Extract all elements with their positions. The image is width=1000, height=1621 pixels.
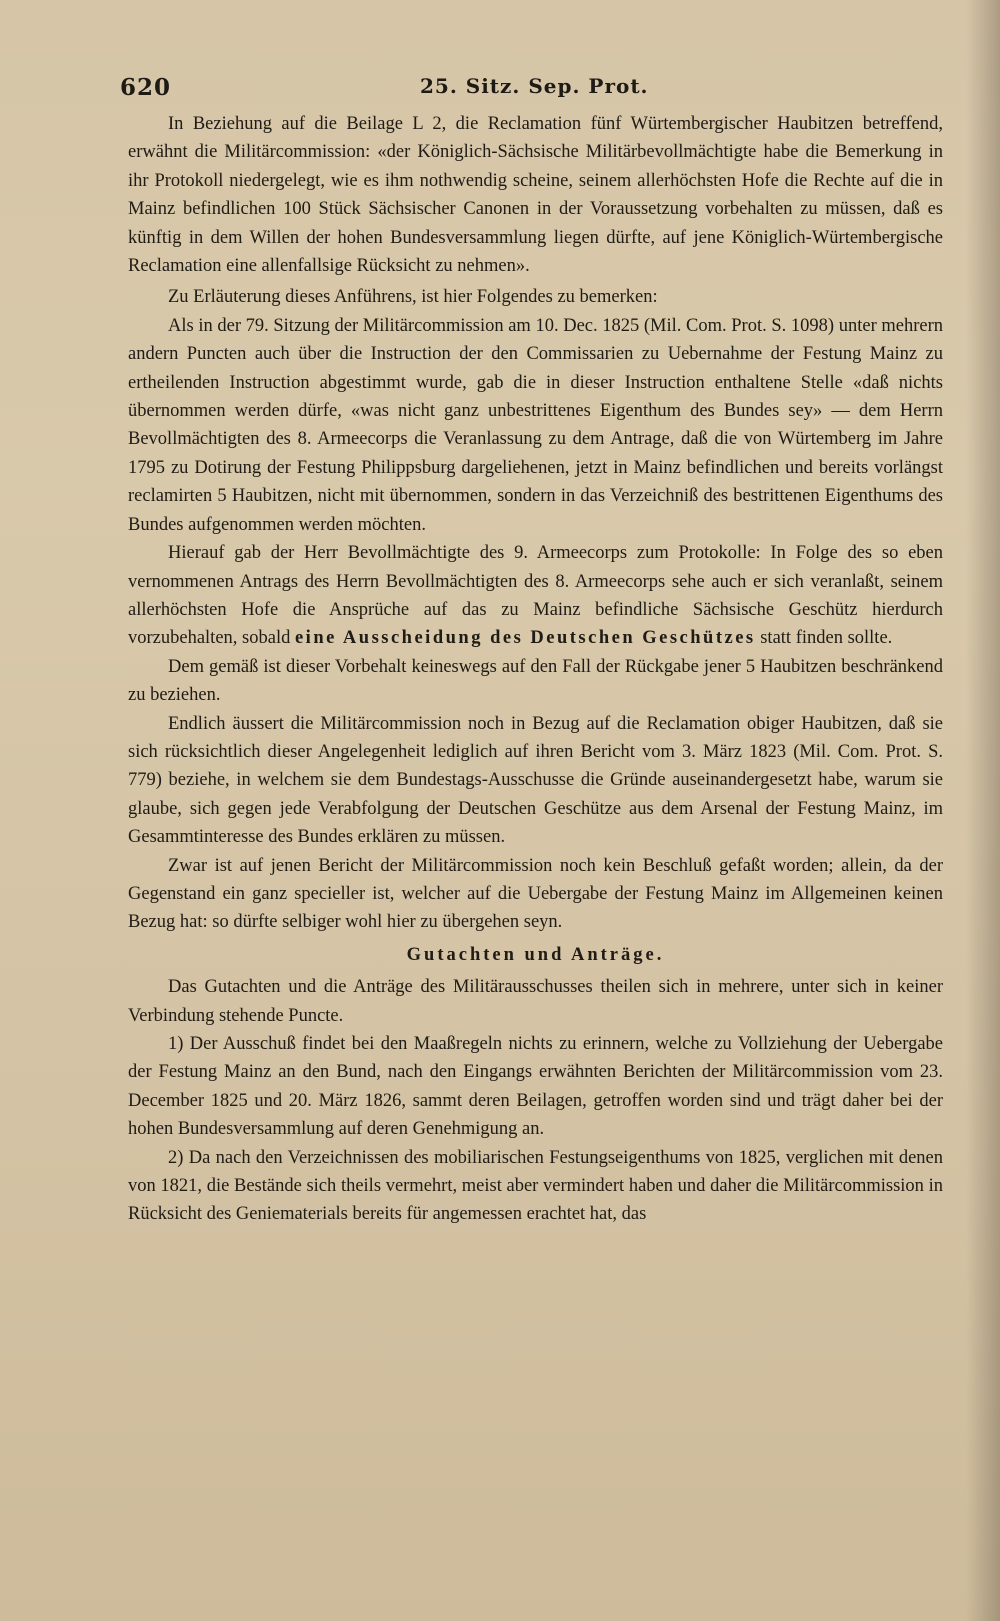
paragraph-2: Zu Erläuterung dieses Anführens, ist hier Folgendes zu bemerken: <box>168 287 658 308</box>
paragraph-5: Dem gemäß ist dieser Vorbehalt keineswegs auf den Fall der Rückgabe jener 5 Haubitzen beschränkend zu beziehen. <box>128 656 943 706</box>
page-header <box>120 74 920 104</box>
paragraph-1-text: In Beziehung auf die Beilage L 2, die Reclamation fünf Würtembergischer Haubitzen betreffend, erwähnt die Militärcommission: «der Königlich-Sächsische Militärbevollmächtigte habe die Bemerkung in ihr Protokoll niedergelegt, wie es ihm nothwendig scheine, seinem allerhöchsten Hofe die Rechte auf die in Mainz befindlichen 100 Stück Sächsischer Canonen in der Voraussetzung vorbehalten zu müssen, daß es künftig in dem Willen der hohen Bundesversammlung liegen dürfte, auf jene Königlich-Würtembergische Reclamation eine allenfallsige Rücksicht zu nehmen». <box>128 114 943 277</box>
running-head: 25. Sitz. Sep. Prot. <box>420 74 649 98</box>
paragraph-3: Als in der 79. Sitzung der Militärcommission am 10. Dec. 1825 (Mil. Com. Prot. S. 1098) unter mehrern andern Puncten auch über die Instruction der den Commissarien zu Uebernahme der Festung Mainz zu ertheilenden Instruction abgestimmt wurde, gab die in dieser Instruction enthaltene Stelle «daß nichts übernommen werden dürfe, «was nicht ganz unbestrittenes Eigenthum des Bundes sey» — dem Herrn Bevollmächtigten des 8. Armeecorps die Veranlassung zu dem Antrage, daß die von Würtemberg im Jahre 1795 zu Dotirung der Festung Philippsburg dargeliehenen, jetzt in Mainz befindlichen und bereits vorlängst reclamirten 5 Haubitzen, nicht mit übernommen, sondern in das Verzeichniß des bestrittenen Eigenthums des Bundes aufgenommen werden möchten. <box>128 315 943 535</box>
section-heading: Gutachten und Anträge. <box>406 944 665 965</box>
paragraph-10: 2) Da nach den Verzeichnissen des mobiliarischen Festungseigenthums von 1825, verglichen mit denen von 1821, die Bestände sich theils vermehrt, meist aber vermindert haben und daher die Militärcommission in Rücksicht des Geniematerials bereits für angemessen erachtet hat, das <box>128 1147 943 1225</box>
paragraph-9: 1) Der Ausschuß findet bei den Maaßregeln nichts zu erinnern, welche zu Vollziehung der Uebergabe der Festung Mainz an den Bund, nach den Eingangs erwähnten Berichten der Militärcommission vom 23. December 1825 und 20. März 1826, sammt deren Beilagen, getroffen worden sind und trägt daher bei der hohen Bundesversammlung auf deren Genehmigung an. <box>128 1034 943 1140</box>
paragraph-6: Endlich äussert die Militärcommission noch in Bezug auf die Reclamation obiger Haubitzen, daß sie sich rücksichtlich dieser Angelegenheit lediglich auf ihren Bericht vom 3. März 1823 (Mil. Com. Prot. S. 779) beziehe, in welchem sie dem Bundestags-Ausschusse die Gründe auseinandergesetzt habe, warum sie glaube, sich gegen jede Verabfolgung der Deutschen Geschütze aus dem Arsenal der Festung Mainz, im Gesammtinteresse des Bundes erklären zu müssen. <box>128 713 943 848</box>
paragraph-1 <box>128 110 943 280</box>
body-text <box>128 110 943 1229</box>
page-number: 620 <box>120 74 172 101</box>
paragraph-7: Zwar ist auf jenen Bericht der Militärcommission noch kein Beschluß gefaßt worden; allein, da der Gegenstand ein ganz specieller ist, welcher auf die Uebergabe der Festung Mainz im Allgemeinen keinen Bezug hat: so dürfte selbiger wohl hier zu übergehen seyn. <box>128 855 943 933</box>
paragraph-4-text: Hierauf gab der Herr Bevollmächtigte des 9. Armeecorps zum Protokolle: In Folge des so eben vernommenen Antrags des Herrn Bevollmächtigten des 8. Armeecorps sehe auch er sich veranlaßt, seinem allerhöchsten Hofe die Ansprüche auf das zu Mainz befindliche Sächsische Geschütz hierdurch vorzubehalten, sobald <box>128 543 943 649</box>
paragraph-4-end: statt finden sollte. <box>760 628 893 649</box>
paragraph-4 <box>128 539 943 653</box>
paragraph-4-emphasis: eine Ausscheidung des Deutschen Geschützes <box>294 628 756 649</box>
paragraph-8: Das Gutachten und die Anträge des Militärausschusses theilen sich in mehrere, unter sich in keiner Verbindung stehende Puncte. <box>128 977 943 1026</box>
